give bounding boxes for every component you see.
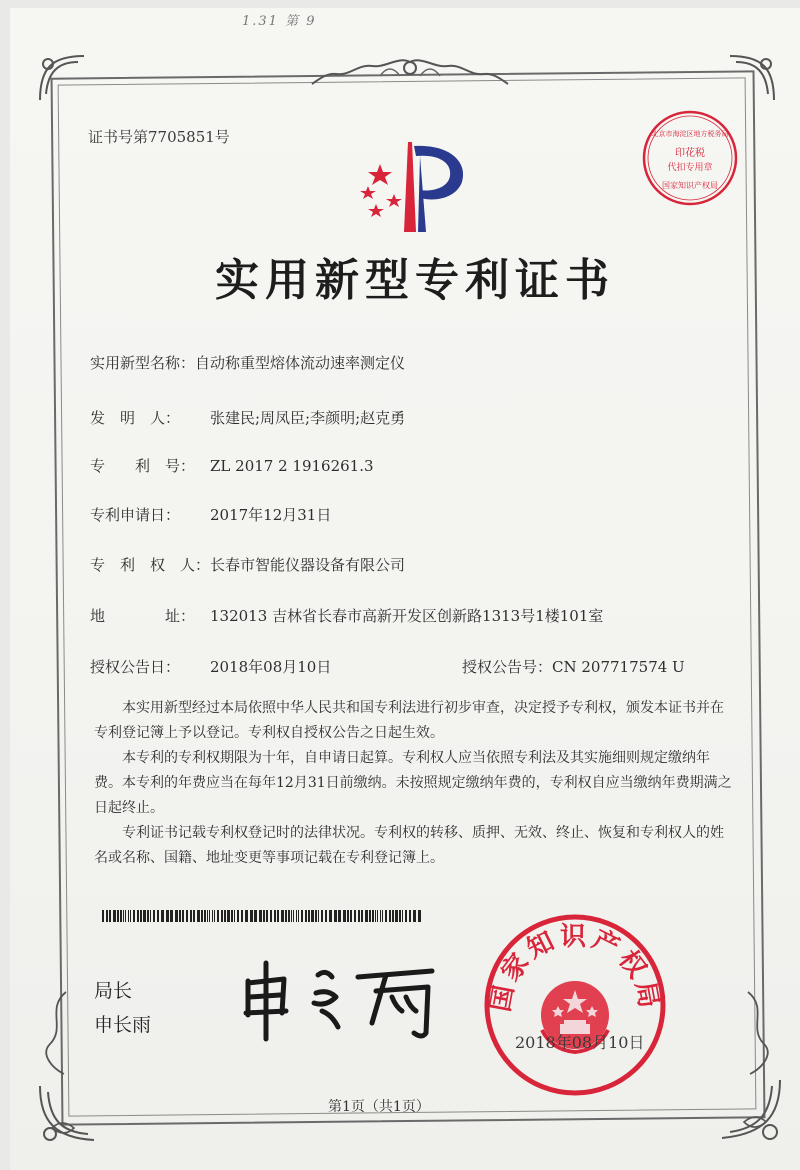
signatory-name: 申长雨 [94, 1014, 152, 1036]
filing-date-label: 专利申请日： [90, 506, 181, 524]
certificate-title: 实用新型专利证书 [215, 255, 615, 306]
filing-date-row [90, 504, 331, 525]
legal-paragraph: 本专利的专利权期限为十年，自申请日起算。专利权人应当依照专利法及其实施细则规定缴纳年费。本专利的年费应当在每年12月31日前缴纳。未按照规定缴纳年费的，专利权自应当缴纳年费期满之日起终止。 [94, 750, 732, 816]
grant-date-row [90, 656, 331, 677]
utility-name-row [90, 352, 405, 373]
patentee-value: 长春市智能仪器设备有限公司 [210, 556, 406, 574]
signatory-title: 局长 [94, 980, 133, 1002]
utility-name-value: 自动称重型熔体流动速率测定仪 [195, 354, 406, 372]
address-row [90, 605, 603, 626]
corner-ornament-icon [32, 1078, 102, 1148]
grant-number-row [462, 656, 685, 677]
inventor-row [90, 407, 405, 428]
legal-paragraph: 专利证书记载专利权登记时的法律状况。专利权的转移、质押、无效、终止、恢复和专利权人的姓名或名称、国籍、地址变更等事项记载在专利登记簿上。 [94, 825, 724, 866]
certificate-sheet [10, 8, 800, 1170]
patent-number-value: ZL 2017 2 1916261.3 [210, 457, 374, 475]
handwritten-signature [236, 953, 446, 1043]
tax-seal-stamp [640, 108, 740, 208]
corner-ornament-icon [32, 48, 92, 108]
svg-text:北京市海淀区地方税务局: 北京市海淀区地方税务局 [651, 130, 729, 138]
seal-date: 2018年08月10日 [515, 1033, 645, 1052]
filing-date-value: 2017年12月31日 [210, 506, 332, 524]
handwritten-note: 1.31 第 9 [242, 14, 317, 29]
inventor-label: 发 明 人： [90, 409, 181, 427]
grant-number-value: CN 207717574 U [552, 658, 685, 676]
patentee-label: 专 利 权 人： [90, 556, 211, 574]
patent-number-row [90, 455, 374, 476]
top-ornament-icon [310, 54, 510, 94]
inventor-value: 张建民;周凤臣;李颜明;赵克勇 [210, 409, 406, 427]
page-number: 第1页（共1页） [328, 1099, 430, 1115]
patent-number-label: 专 利 号： [90, 457, 196, 475]
svg-text:国家知识产权局: 国家知识产权局 [485, 922, 665, 1015]
grant-date-label: 授权公告日： [90, 658, 181, 676]
utility-name-label: 实用新型名称： [90, 354, 196, 372]
grant-date-value: 2018年08月10日 [210, 658, 332, 676]
cnipa-star-logo-icon [350, 136, 480, 236]
side-ornament-icon [738, 988, 778, 1078]
address-value: 132013 吉林省长春市高新开发区创新路1313号1楼101室 [210, 607, 604, 625]
grant-number-label: 授权公告号： [462, 658, 553, 676]
cnipa-official-seal [480, 910, 670, 1100]
svg-text:国家知识产权局: 国家知识产权局 [662, 181, 718, 190]
corner-ornament-icon [722, 48, 782, 108]
side-ornament-icon [36, 988, 76, 1078]
corner-ornament-icon [710, 1072, 790, 1152]
legal-paragraph: 本实用新型经过本局依照中华人民共和国专利法进行初步审查，决定授予专利权，颁发本证书并在专利登记簿上予以登记。专利权自授权公告之日起生效。 [94, 700, 724, 741]
svg-text:代扣专用章: 代扣专用章 [667, 163, 713, 173]
patentee-row [90, 554, 405, 575]
barcode [102, 910, 424, 922]
svg-text:印花税: 印花税 [675, 148, 705, 159]
legal-text [94, 696, 734, 871]
address-label: 地 址： [90, 607, 196, 625]
certificate-number: 证书号第7705851号 [88, 128, 230, 146]
